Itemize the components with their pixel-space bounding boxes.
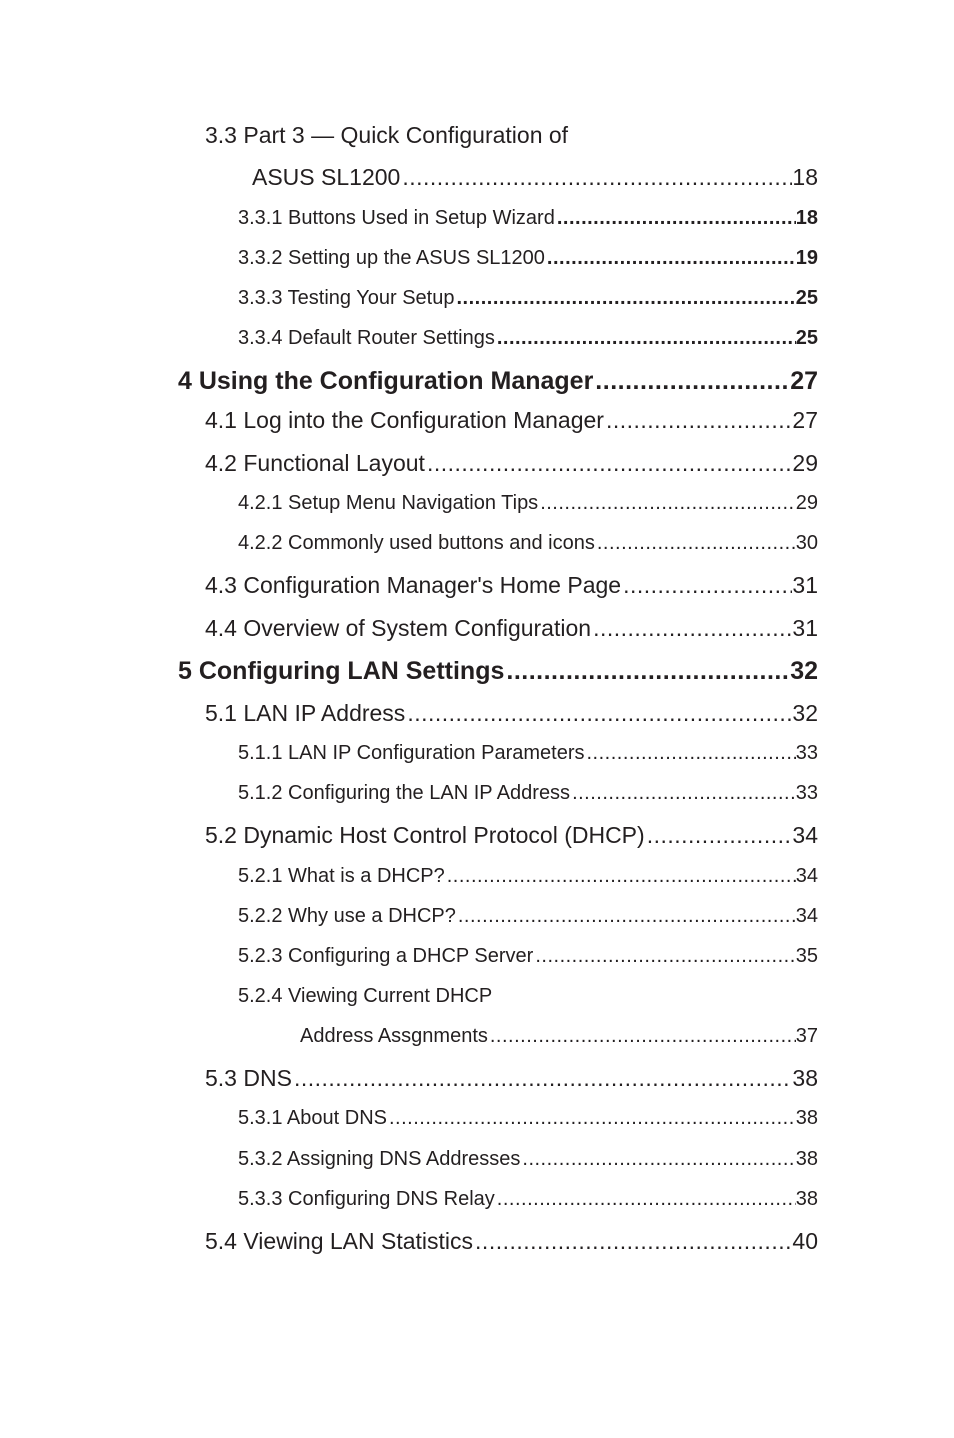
toc-entry-5-1-2[interactable] [238, 776, 818, 810]
toc-entry-5-4[interactable] [205, 1224, 818, 1258]
toc-leader-dots [533, 945, 795, 968]
toc-page-number: 32 [792, 699, 818, 726]
toc-entry-label: 4.2.1 Setup Menu Navigation Tips [238, 491, 539, 514]
toc-entry-4-3[interactable] [205, 568, 818, 602]
toc-leader-dots [445, 865, 796, 888]
toc-page-number: 18 [795, 206, 818, 229]
toc-leader-dots [504, 657, 790, 686]
toc-page-number: 31 [792, 571, 818, 598]
toc-page-number: 34 [795, 904, 818, 927]
toc-leader-dots [405, 700, 792, 727]
toc-leader-dots [456, 905, 796, 928]
toc-entry-label: 5.2.3 Configuring a DHCP Server [238, 944, 534, 967]
toc-entry-5-1-1[interactable] [238, 736, 818, 770]
toc-leader-dots [591, 615, 792, 642]
toc-page-number: 40 [792, 1227, 818, 1254]
toc-entry-label: 5.3.3 Configuring DNS Relay [238, 1187, 495, 1210]
toc-leader-dots [387, 1107, 796, 1130]
toc-entry-label: 4.2.2 Commonly used buttons and icons [238, 531, 595, 554]
toc-entry-3-3-3[interactable] [238, 281, 818, 315]
toc-leader-dots [645, 822, 793, 849]
toc-entry-3-3-4[interactable] [238, 321, 818, 355]
toc-entry-label: 5.1 LAN IP Address [205, 699, 406, 726]
toc-entry-3-3-title [205, 118, 568, 152]
toc-page-number: 31 [792, 614, 818, 641]
toc-leader-dots [400, 164, 792, 191]
toc-entry-label: 3.3.2 Setting up the ASUS SL1200 [238, 246, 545, 269]
toc-entry-label: 5.3 DNS [205, 1064, 292, 1091]
toc-page-number: 37 [795, 1024, 818, 1047]
toc-page-number: 18 [792, 163, 818, 190]
toc-entry-label: 5.3.2 Assigning DNS Addresses [238, 1147, 521, 1170]
toc-entry-label: 5.2.4 Viewing Current DHCP [238, 984, 493, 1007]
toc-entry-label: 4.4 Overview of System Configuration [205, 614, 592, 641]
toc-entry-label: 3.3.4 Default Router Settings [238, 326, 495, 349]
toc-entry-label: 5 Configuring LAN Settings [178, 656, 505, 685]
toc-entry-3-3-2[interactable] [238, 241, 818, 275]
toc-leader-dots [545, 247, 796, 270]
toc-entry-5-2-1[interactable] [238, 859, 818, 893]
toc-entry-3-3[interactable] [252, 160, 818, 194]
toc-leader-dots [488, 1025, 796, 1048]
toc-entry-5-3-3[interactable] [238, 1182, 818, 1216]
toc-leader-dots [621, 572, 792, 599]
toc-leader-dots [495, 1188, 796, 1211]
toc-leader-dots [604, 407, 792, 434]
toc-entry-4-1[interactable] [205, 403, 818, 437]
toc-leader-dots [555, 207, 796, 230]
toc-entry-5-2[interactable] [205, 818, 818, 852]
toc-page-number: 27 [790, 366, 818, 395]
toc-entry-4-2-2[interactable] [238, 526, 818, 560]
toc-entry-5-2-4-title [238, 979, 492, 1013]
toc-page-number: 35 [795, 944, 818, 967]
toc-page-number: 33 [795, 781, 818, 804]
toc-entry-label: 4 Using the Configuration Manager [178, 366, 594, 395]
toc-page-number: 30 [795, 531, 818, 554]
toc-leader-dots [425, 450, 792, 477]
toc-page-number: 25 [795, 286, 818, 309]
toc-entry-5-2-2[interactable] [238, 899, 818, 933]
toc-leader-dots [593, 367, 790, 396]
toc-entry-label: Address Assgnments [300, 1024, 488, 1047]
toc-leader-dots [570, 782, 796, 805]
toc-chapter-5[interactable] [178, 654, 818, 688]
toc-chapter-4[interactable] [178, 364, 818, 398]
toc-entry-5-3[interactable] [205, 1061, 818, 1095]
toc-leader-dots [520, 1148, 795, 1171]
toc-entry-5-2-4[interactable] [300, 1019, 818, 1053]
toc-entry-label: 4.3 Configuration Manager's Home Page [205, 571, 622, 598]
toc-page-number: 19 [795, 246, 818, 269]
toc-page-number: 29 [795, 491, 818, 514]
toc-page-number: 33 [795, 741, 818, 764]
toc-page-number: 38 [792, 1064, 818, 1091]
toc-leader-dots [584, 742, 795, 765]
toc-entry-4-4[interactable] [205, 611, 818, 645]
toc-leader-dots [538, 492, 796, 515]
toc-leader-dots [595, 532, 796, 555]
toc-entry-4-2[interactable] [205, 446, 818, 480]
toc-entry-label: 5.4 Viewing LAN Statistics [205, 1227, 474, 1254]
toc-entry-label: 5.1.1 LAN IP Configuration Parameters [238, 741, 585, 764]
toc-leader-dots [292, 1065, 792, 1092]
toc-entry-label: 4.1 Log into the Configuration Manager [205, 406, 604, 433]
toc-entry-label: 5.1.2 Configuring the LAN IP Address [238, 781, 571, 804]
toc-leader-dots [495, 327, 796, 350]
toc-entry-label: 5.3.1 About DNS [238, 1106, 387, 1129]
toc-page-number: 38 [795, 1187, 818, 1210]
toc-entry-label: 3.3 Part 3 — Quick Configuration of [205, 121, 569, 148]
toc-page-number: 27 [792, 406, 818, 433]
toc-entry-4-2-1[interactable] [238, 486, 818, 520]
toc-entry-label: 3.3.1 Buttons Used in Setup Wizard [238, 206, 555, 229]
toc-entry-label: ASUS SL1200 [252, 163, 401, 190]
toc-entry-label: 5.2.1 What is a DHCP? [238, 864, 445, 887]
toc-page-number: 34 [792, 821, 818, 848]
toc-entry-5-3-1[interactable] [238, 1101, 818, 1135]
toc-page-number: 38 [795, 1106, 818, 1129]
toc-entry-5-1[interactable] [205, 696, 818, 730]
toc-entry-5-3-2[interactable] [238, 1142, 818, 1176]
toc-entry-3-3-1[interactable] [238, 201, 818, 235]
toc-leader-dots [473, 1228, 792, 1255]
toc-page-number: 34 [795, 864, 818, 887]
toc-page-number: 29 [792, 449, 818, 476]
toc-page-number: 25 [795, 326, 818, 349]
toc-entry-label: 4.2 Functional Layout [205, 449, 425, 476]
toc-entry-label: 5.2.2 Why use a DHCP? [238, 904, 456, 927]
toc-entry-label: 3.3.3 Testing Your Setup [238, 286, 455, 309]
toc-page-number: 32 [790, 656, 818, 685]
toc-entry-5-2-3[interactable] [238, 939, 818, 973]
toc-entry-label: 5.2 Dynamic Host Control Protocol (DHCP) [205, 821, 645, 848]
toc-leader-dots [454, 287, 795, 310]
toc-page-number: 38 [795, 1147, 818, 1170]
